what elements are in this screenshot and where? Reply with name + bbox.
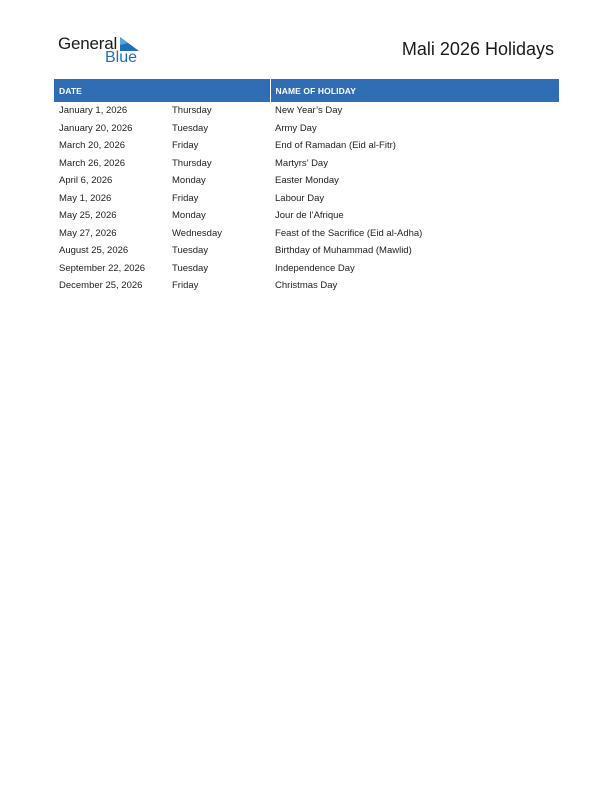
- holiday-date: December 25, 2026: [59, 280, 143, 292]
- logo-text-blue: Blue: [105, 49, 138, 66]
- table-row: [54, 172, 559, 190]
- holiday-name: Easter Monday: [275, 175, 339, 187]
- holiday-weekday: Friday: [172, 280, 199, 292]
- table-row: [54, 155, 559, 173]
- brand-logo: [58, 34, 148, 68]
- holiday-weekday: Thursday: [172, 105, 212, 117]
- holiday-weekday: Tuesday: [172, 122, 209, 134]
- holiday-weekday: Monday: [172, 210, 206, 222]
- holiday-weekday: Tuesday: [172, 262, 209, 274]
- table-header-row: [54, 79, 559, 102]
- column-header-date: DATE: [54, 79, 270, 102]
- holiday-name: Army Day: [275, 122, 317, 134]
- holiday-date: May 1, 2026: [59, 192, 112, 204]
- table-row: [54, 207, 559, 225]
- holiday-name: Jour de l’Afrique: [275, 210, 344, 222]
- logo-text-general: General: [58, 34, 118, 53]
- column-header-holiday-name: NAME OF HOLIDAY: [270, 79, 559, 102]
- holiday-name: Labour Day: [275, 192, 325, 204]
- holiday-weekday: Friday: [172, 140, 199, 152]
- holiday-date: March 20, 2026: [59, 140, 126, 152]
- holiday-name: End of Ramadan (Eid al-Fitr): [275, 140, 396, 152]
- holiday-weekday: Tuesday: [172, 245, 209, 257]
- holiday-weekday: Monday: [172, 175, 206, 187]
- holiday-name: Feast of the Sacrifice (Eid al-Adha): [275, 227, 423, 239]
- table-row: [54, 190, 559, 208]
- holiday-name: Birthday of Muhammad (Mawlid): [275, 245, 412, 257]
- table-row: [54, 242, 559, 260]
- holiday-name: Christmas Day: [275, 280, 338, 292]
- holiday-date: May 27, 2026: [59, 227, 117, 239]
- holiday-weekday: Wednesday: [172, 227, 222, 239]
- holiday-name: Martyrs’ Day: [275, 157, 328, 169]
- holiday-date: January 20, 2026: [59, 122, 133, 134]
- holiday-name: Independence Day: [275, 262, 355, 274]
- holiday-table: [54, 79, 559, 295]
- table-row: [54, 120, 559, 138]
- holiday-weekday: Thursday: [172, 157, 212, 169]
- holiday-date: January 1, 2026: [59, 105, 128, 117]
- holiday-date: August 25, 2026: [59, 245, 129, 257]
- table-row: [54, 277, 559, 295]
- holiday-weekday: Friday: [172, 192, 199, 204]
- page-title: Mali 2026 Holidays: [401, 39, 554, 59]
- table-row: [54, 260, 559, 278]
- holiday-name: New Year’s Day: [275, 105, 343, 117]
- holiday-date: September 22, 2026: [59, 262, 146, 274]
- holiday-date: April 6, 2026: [59, 175, 113, 187]
- table-row: [54, 225, 559, 243]
- holiday-date: March 26, 2026: [59, 157, 126, 169]
- holiday-date: May 25, 2026: [59, 210, 117, 222]
- table-row: [54, 102, 559, 120]
- table-row: [54, 137, 559, 155]
